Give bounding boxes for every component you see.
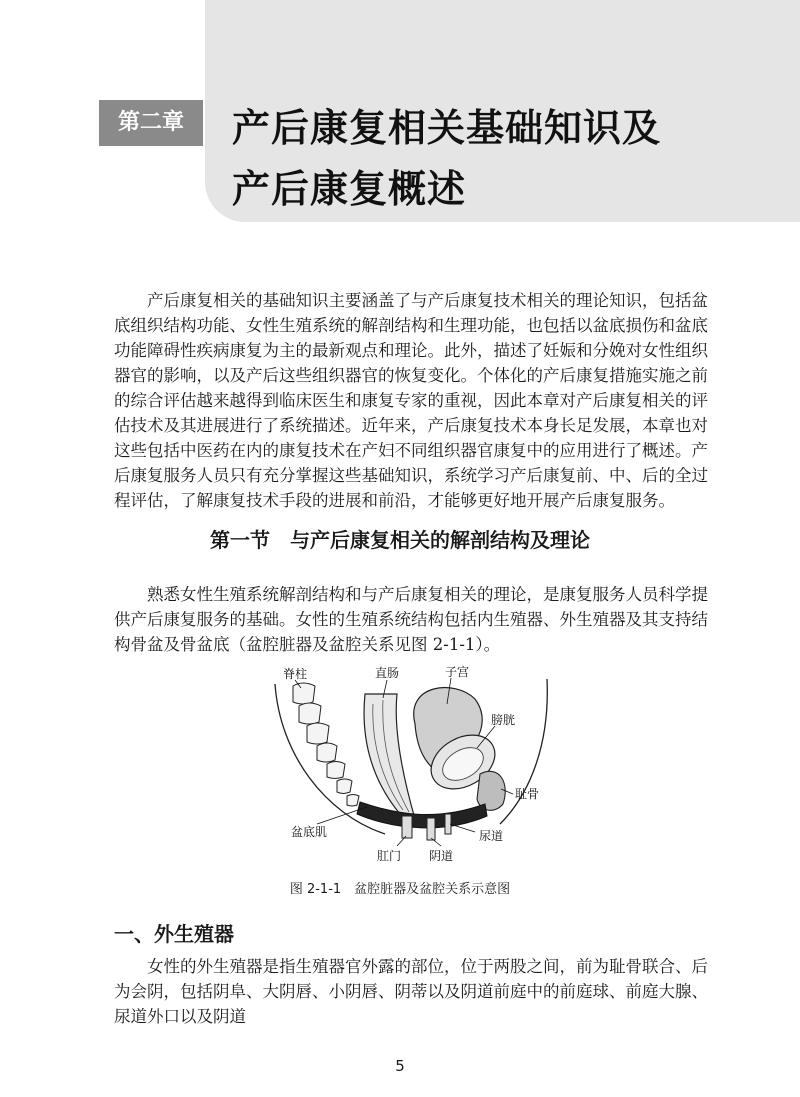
label-rectum: 直肠: [375, 666, 400, 680]
chapter-title-line2: 产后康复概述: [232, 167, 467, 211]
pelvic-anatomy-figure: [265, 664, 565, 869]
anal-canal: [402, 816, 412, 838]
label-pubis: 耻骨: [515, 787, 540, 801]
page-number: 5: [395, 1057, 405, 1075]
spine-vertebrae: [293, 683, 359, 806]
section-title: 第一节 与产后康复相关的解剖结构及理论: [210, 528, 590, 552]
label-uterus: 子宫: [445, 665, 470, 679]
label-bladder: 膀胱: [491, 713, 516, 727]
section-paragraph: 熟悉女性生殖系统解剖结构和与产后康复相关的理论，是康复服务人员科学提供产后康复服务的基础。女性的生殖系统结构包括内生殖器、外生殖器及其支持结构骨盆及骨盆底（盆腔脏器及盆腔关系见图 2-1-1）。: [114, 585, 708, 654]
subsection-paragraph: 女性的外生殖器是指生殖器官外露的部位，位于两股之间，前为耻骨联合、后为会阴，包括阴阜、大阴唇、小阴唇、阴蒂以及阴道前庭中的前庭球、前庭大腺、尿道外口以及阴道: [114, 957, 708, 1026]
label-urethra: 尿道: [479, 829, 504, 843]
label-spine: 脊柱: [283, 667, 308, 681]
intro-paragraph: 产后康复相关的基础知识主要涵盖了与产后康复技术相关的理论知识，包括盆底组织结构功能、女性生殖系统的解剖结构和生理功能，也包括以盆底损伤和盆底功能障碍性疾病康复为主的最新观点和理论。此外，描述了妊娠和分娩对女性组织器官的影响，以及产后这些组织器官的恢复变化。个体化的产后康复措施实施之前的综合评估越来越得到临床医生和康复专家的重视，因此本章对产后康复相关的评估技术及其进展进行了系统描述。近年来，产后康复技术本身长足发展，本章也对这些包括中医药在内的康复技术在产妇不同组织器官康复中的应用进行了概述。产后康复服务人员只有充分掌握这些基础知识，系统学习产后康复前、中、后的全过程评估，了解康复技术手段的进展和前沿，才能够更好地开展产后康复服务。: [114, 291, 708, 510]
subsection-title: 一、外生殖器: [114, 922, 234, 946]
chapter-title-line1: 产后康复相关基础知识及: [232, 106, 662, 150]
label-pelvic-floor: 盆底肌: [291, 825, 328, 839]
figure-caption: 图 2-1-1 盆腔脏器及盆腔关系示意图: [289, 882, 511, 897]
pelvic-floor-muscle: [357, 802, 487, 828]
label-vagina: 阴道: [429, 849, 454, 863]
rectum: [364, 694, 415, 819]
chapter-label: 第二章: [99, 100, 203, 146]
label-anus: 肛门: [377, 849, 402, 863]
pubis: [477, 771, 505, 810]
vaginal-canal: [427, 818, 435, 840]
body-outline-right: [500, 679, 547, 824]
